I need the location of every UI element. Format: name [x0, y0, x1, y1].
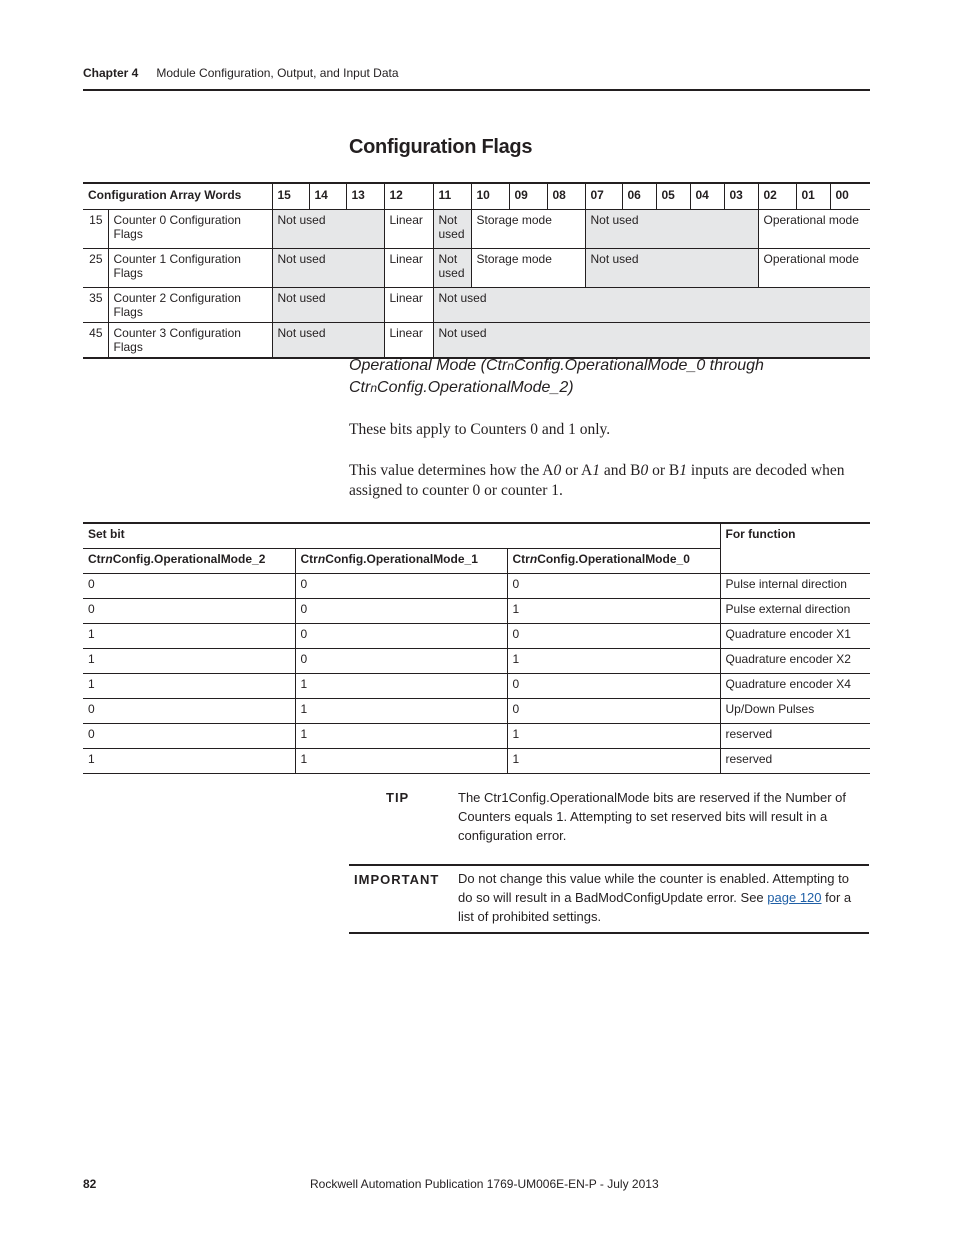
subsection-heading: [349, 355, 859, 399]
col-prefix: Ctr: [88, 552, 106, 566]
word-number: 45: [83, 323, 108, 359]
col-suffix: Config.OperationalMode_1: [325, 552, 478, 566]
bit-header: 03: [724, 183, 758, 210]
flags-col-words: Configuration Array Words: [83, 183, 272, 210]
bit-value-cell: 0: [83, 699, 295, 724]
storage-mode-cell: Storage mode: [471, 249, 585, 288]
mode-row: [83, 599, 870, 624]
bit-value-cell: 1: [83, 649, 295, 674]
page-number: 82: [83, 1177, 97, 1191]
bit-value-cell: 0: [83, 599, 295, 624]
mode-row: [83, 699, 870, 724]
text-run: inputs are decoded when assigned to counter 0 or counter 1.: [349, 462, 845, 499]
mode-table-body: [83, 574, 870, 774]
tip-text: The Ctr1Config.OperationalMode bits are reserved if the Number of Counters equals 1. Attempting to set reserved bits will result in a configuration error.: [458, 790, 847, 843]
mode-row: [83, 724, 870, 749]
subhead-part: Config.OperationalMode_0 through: [513, 357, 764, 374]
important-label: IMPORTANT: [354, 872, 440, 887]
bit-value-cell: 0: [507, 699, 720, 724]
function-cell: Up/Down Pulses: [720, 699, 870, 724]
col-mode-1: [295, 549, 507, 574]
flags-name: Counter 3 Configuration Flags: [108, 323, 272, 359]
text-run: 1: [679, 462, 687, 479]
bit-value-cell: 1: [507, 724, 720, 749]
mode-row: [83, 749, 870, 774]
operational-mode-cell: Operational mode: [758, 249, 870, 288]
function-cell: Pulse internal direction: [720, 574, 870, 599]
flags-name: Counter 1 Configuration Flags: [108, 249, 272, 288]
bit-value-cell: 0: [295, 574, 507, 599]
subhead-part: Ctr: [349, 379, 371, 396]
bit-header: 10: [471, 183, 509, 210]
not-used-cell: Not used: [272, 323, 384, 359]
mode-row: [83, 574, 870, 599]
running-header: [83, 66, 399, 80]
bit-header: 02: [758, 183, 796, 210]
col-n: n: [105, 552, 113, 566]
bit-value-cell: 0: [295, 599, 507, 624]
function-cell: Quadrature encoder X2: [720, 649, 870, 674]
word-number: 25: [83, 249, 108, 288]
mode-row: [83, 649, 870, 674]
text-run: 0: [640, 462, 649, 479]
subhead-n: n: [507, 359, 514, 373]
bit-header: 04: [690, 183, 724, 210]
section-title: Configuration Flags: [349, 136, 533, 158]
set-bit-header: Set bit: [83, 523, 720, 549]
header-rule: [83, 89, 870, 91]
flags-row-counter-3: [83, 323, 870, 359]
text-run: 0: [553, 462, 562, 479]
bit-value-cell: 1: [295, 699, 507, 724]
linear-cell: Linear: [384, 288, 433, 323]
bit-header: 05: [656, 183, 690, 210]
bit-header: 00: [830, 183, 870, 210]
bit-header: 06: [622, 183, 656, 210]
bit-value-cell: 1: [295, 674, 507, 699]
paragraph-decode-note: [349, 461, 869, 501]
function-cell: reserved: [720, 724, 870, 749]
bit-header: 07: [585, 183, 622, 210]
bit-value-cell: 0: [83, 574, 295, 599]
not-used-cell: Not used: [433, 323, 870, 359]
bit-header: 13: [346, 183, 384, 210]
bit-value-cell: 0: [83, 724, 295, 749]
mode-row: [83, 674, 870, 699]
bit-header: 01: [796, 183, 830, 210]
bit-value-cell: 1: [507, 749, 720, 774]
bit-value-cell: 1: [507, 599, 720, 624]
page-link[interactable]: page 120: [767, 890, 822, 905]
bit-value-cell: 0: [507, 674, 720, 699]
not-used-cell: Not used: [272, 249, 384, 288]
linear-cell: Linear: [384, 323, 433, 359]
subhead-part: Config.OperationalMode_2): [377, 379, 574, 396]
flags-name: Counter 0 Configuration Flags: [108, 210, 272, 249]
flags-row-counter-0: [83, 210, 870, 249]
bit-header: 08: [547, 183, 585, 210]
bit-value-cell: 1: [295, 749, 507, 774]
bit-value-cell: 0: [295, 624, 507, 649]
operational-mode-table: [83, 522, 870, 774]
not-used-cell: Not used: [585, 210, 758, 249]
bit-value-cell: 1: [83, 749, 295, 774]
bit-value-cell: 1: [295, 724, 507, 749]
paragraph-counters-note: These bits apply to Counters 0 and 1 only.: [349, 421, 611, 438]
col-suffix: Config.OperationalMode_2: [112, 552, 266, 566]
not-used-cell: Not used: [272, 210, 384, 249]
storage-mode-cell: Storage mode: [471, 210, 585, 249]
not-used-cell: Not used: [433, 249, 471, 288]
text-run: and B: [599, 462, 641, 479]
word-number: 35: [83, 288, 108, 323]
text-run: or B: [648, 462, 680, 479]
chapter-title: Module Configuration, Output, and Input Data: [156, 66, 399, 80]
mode-row: [83, 624, 870, 649]
col-mode-0: [507, 549, 720, 574]
configuration-flags-table: [83, 182, 870, 359]
col-prefix: Ctr: [300, 552, 318, 566]
operational-mode-cell: Operational mode: [758, 210, 870, 249]
text-run: for a list of prohibited settings.: [458, 890, 852, 924]
function-cell: Quadrature encoder X4: [720, 674, 870, 699]
flags-header-row: [83, 183, 870, 210]
bit-header: 12: [384, 183, 433, 210]
text-run: This value determines how the A: [349, 462, 554, 479]
publication-info: Rockwell Automation Publication 1769-UM006E-EN-P - July 2013: [310, 1177, 659, 1191]
subhead-part: Operational Mode (Ctr: [349, 357, 508, 374]
bit-value-cell: 0: [295, 649, 507, 674]
mode-header-row-1: [83, 523, 870, 549]
function-cell: Pulse external direction: [720, 599, 870, 624]
flags-name: Counter 2 Configuration Flags: [108, 288, 272, 323]
col-prefix: Ctr: [512, 552, 530, 566]
not-used-cell: Not used: [433, 288, 870, 323]
important-note: [349, 864, 869, 934]
text-run: Do not change this value while the counter is enabled. Attempting to do so will result in a BadModConfigUpdate error. See: [458, 871, 849, 905]
bit-value-cell: 0: [507, 574, 720, 599]
bit-value-cell: 1: [83, 674, 295, 699]
bit-header: 09: [509, 183, 547, 210]
col-suffix: Config.OperationalMode_0: [537, 552, 690, 566]
bit-header: 15: [272, 183, 309, 210]
col-mode-2: [83, 549, 295, 574]
bit-value-cell: 1: [507, 649, 720, 674]
function-cell: Quadrature encoder X1: [720, 624, 870, 649]
bit-value-cell: 1: [83, 624, 295, 649]
function-cell: reserved: [720, 749, 870, 774]
linear-cell: Linear: [384, 210, 433, 249]
tip-label: TIP: [386, 790, 410, 805]
not-used-cell: Not used: [433, 210, 471, 249]
bit-header: 14: [309, 183, 346, 210]
text-run: 1: [592, 462, 600, 479]
for-function-header: For function: [720, 523, 870, 574]
important-text: [458, 869, 866, 926]
bit-header: 11: [433, 183, 471, 210]
col-n: n: [317, 552, 326, 566]
not-used-cell: Not used: [585, 249, 758, 288]
bit-value-cell: 0: [507, 624, 720, 649]
linear-cell: Linear: [384, 249, 433, 288]
flags-row-counter-2: [83, 288, 870, 323]
col-n: n: [529, 552, 538, 566]
tip-note: [349, 786, 869, 846]
word-number: 15: [83, 210, 108, 249]
chapter-label: Chapter 4: [83, 66, 139, 80]
not-used-cell: Not used: [272, 288, 384, 323]
flags-row-counter-1: [83, 249, 870, 288]
subhead-n: n: [370, 381, 378, 395]
text-run: or A: [561, 462, 593, 479]
